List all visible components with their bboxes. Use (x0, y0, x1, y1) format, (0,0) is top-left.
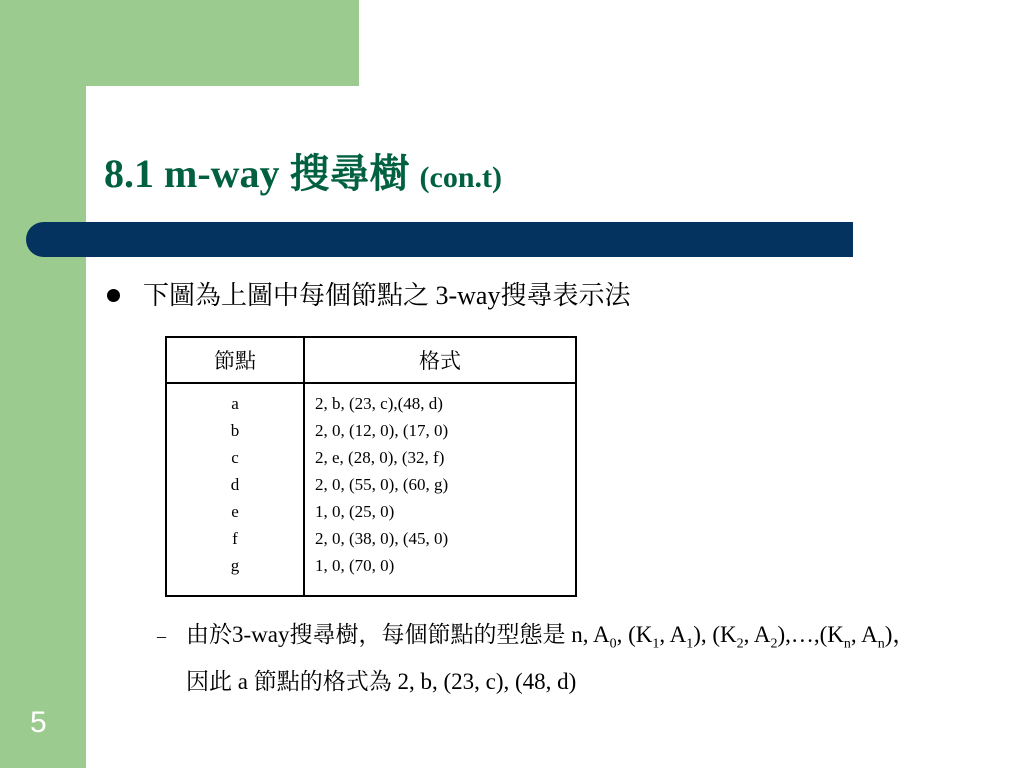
node-label: e (231, 502, 239, 521)
subscript: 2 (736, 636, 744, 652)
subscript: 2 (770, 636, 778, 652)
sub-text-part: ),…,(K (777, 622, 844, 647)
sub-text-part: , A (659, 622, 687, 647)
node-label: b (230, 421, 240, 440)
sub-bullet-marker: – (157, 626, 166, 646)
subscript: 1 (686, 636, 694, 652)
node-label: d (230, 475, 240, 494)
sub-text-part: )，因此 a 節點的格式為 2, b, (23, c), (48, d) (186, 622, 916, 694)
subscript: 0 (609, 636, 617, 652)
table-header-row (166, 337, 576, 383)
format-column (304, 383, 576, 596)
node-format: 2, e, (28, 0), (32, f) (315, 448, 445, 467)
title-main: 8.1 m-way 搜尋樹 (104, 151, 420, 196)
node-format: 1, 0, (25, 0) (315, 502, 395, 521)
node-format: 2, 0, (55, 0), (60, g) (315, 475, 449, 494)
node-column (166, 383, 304, 596)
bullet-dot-icon (107, 289, 120, 302)
node-label: f (232, 529, 238, 548)
decorative-rounded-corner (86, 86, 136, 136)
sub-text-part: 由於3-way搜尋樹，每個節點的型態是 n, A (186, 622, 610, 647)
node-label: g (230, 556, 240, 575)
node-format: 2, b, (23, c),(48, d) (315, 394, 443, 413)
node-label: a (231, 394, 239, 413)
sub-text-part: , A (743, 622, 771, 647)
subscript: n (843, 636, 851, 652)
node-format-table (165, 336, 577, 597)
table-row (166, 383, 576, 596)
slide-title (104, 142, 502, 199)
header-format: 格式 (304, 337, 576, 383)
page-number: 5 (30, 706, 47, 739)
subscript: n (877, 636, 885, 652)
node-format: 2, 0, (12, 0), (17, 0) (315, 421, 449, 440)
sub-text-part: ), (K (693, 622, 737, 647)
sub-bullet-text (186, 616, 926, 700)
bullet-text: 下圖為上圖中每個節點之 3-way搜尋表示法 (143, 281, 631, 310)
node-label: c (231, 448, 239, 467)
sub-text-part: , (K (616, 622, 653, 647)
node-format: 2, 0, (38, 0), (45, 0) (315, 529, 449, 548)
decorative-green-sidebar (0, 0, 86, 768)
title-underline-bar (26, 222, 853, 257)
sub-text-part: , A (850, 622, 878, 647)
decorative-green-header-block (86, 0, 359, 86)
title-suffix: (con.t) (419, 161, 503, 194)
node-format: 1, 0, (70, 0) (315, 556, 395, 575)
subscript: 1 (652, 636, 660, 652)
header-node: 節點 (166, 337, 304, 383)
